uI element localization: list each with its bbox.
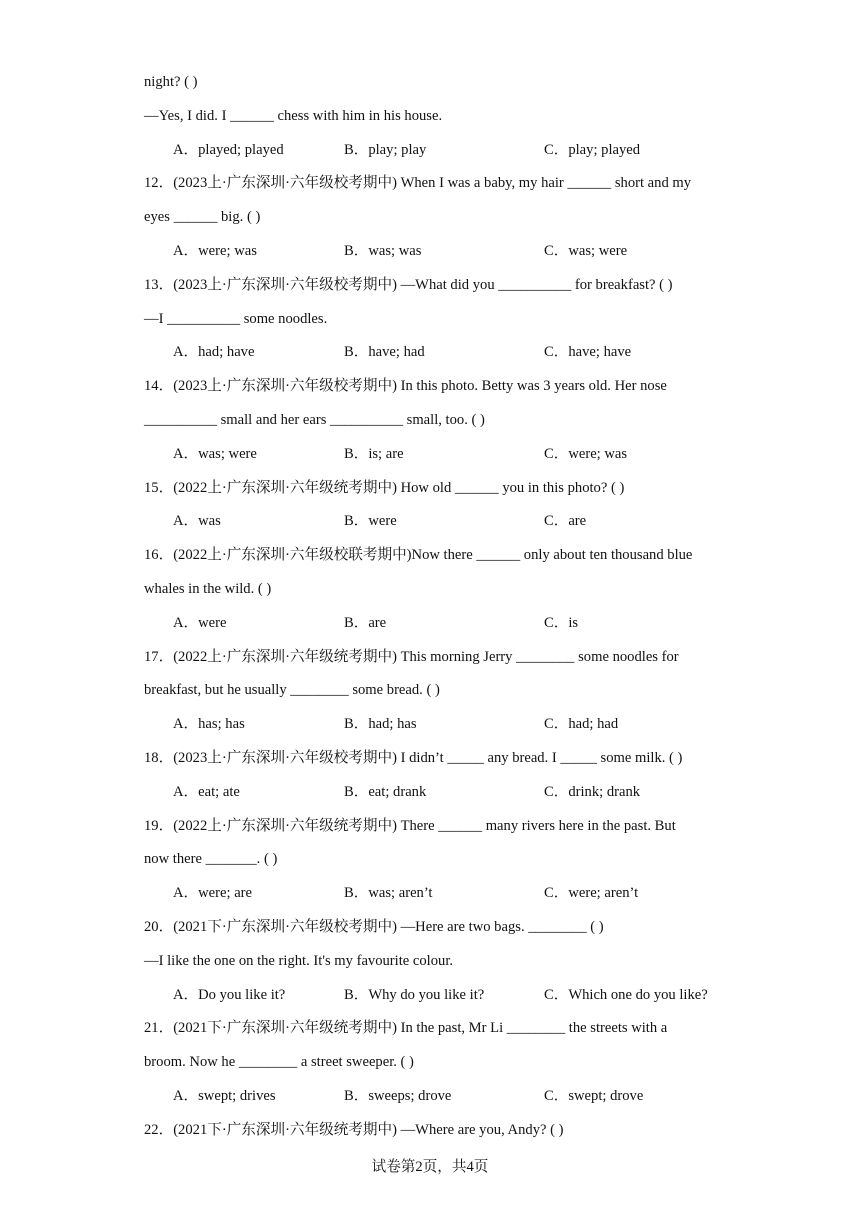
option-a: A．played; played — [173, 141, 284, 158]
page-footer: 试卷第2页，共4页 — [371, 1159, 489, 1175]
answer-options-row — [144, 438, 724, 472]
answer-options-row — [144, 336, 724, 370]
option-c: C．have; have — [544, 344, 632, 361]
question-text-line: 16．(2022上·广东深圳·六年级校联考期中)Now there ______ only about ten thousand blue — [144, 547, 693, 564]
question-text-line: 12．(2023上·广东深圳·六年级校考期中) When I was a baby, my hair ______ short and my — [144, 175, 692, 192]
question-text-line: now there _______. ( ) — [144, 851, 278, 868]
option-b: B．is; are — [344, 445, 404, 462]
option-a: A．Do you like it? — [173, 986, 286, 1003]
question-text-line: 18．(2023上·广东深圳·六年级校考期中) I didn’t _____ any bread. I _____ some milk. ( ) — [144, 749, 683, 766]
option-a: A．eat; ate — [173, 783, 240, 800]
answer-options-row — [144, 708, 724, 742]
option-a: A．has; has — [173, 716, 245, 733]
option-b: B．sweeps; drove — [344, 1087, 452, 1104]
answer-options-row — [144, 235, 724, 269]
question-text-line: whales in the wild. ( ) — [144, 580, 272, 597]
option-c: C．swept; drove — [544, 1087, 644, 1104]
answer-options-row — [144, 505, 724, 539]
question-text-line: breakfast, but he usually ________ some bread. ( ) — [144, 682, 440, 699]
question-text-line: —I __________ some noodles. — [144, 310, 328, 327]
option-b: B．have; had — [344, 344, 425, 361]
answer-options-row — [144, 134, 724, 168]
option-c: C．was; were — [544, 242, 628, 259]
option-b: B．play; play — [344, 141, 427, 158]
question-text-line: __________ small and her ears __________ small, too. ( ) — [144, 411, 485, 428]
question-text-line: 21．(2021下·广东深圳·六年级统考期中) In the past, Mr Li ________ the streets with a — [144, 1020, 668, 1037]
option-b: B．had; has — [344, 716, 417, 733]
question-text-line: —I like the one on the right. It's my favourite colour. — [144, 952, 454, 969]
option-c: C．drink; drank — [544, 783, 641, 800]
option-a: A．had; have — [173, 344, 255, 361]
option-a: A．swept; drives — [173, 1087, 276, 1104]
option-b: B．was; was — [344, 242, 422, 259]
option-c: C．were; was — [544, 445, 628, 462]
question-text-line: 20．(2021下·广东深圳·六年级校考期中) —Here are two bags. ________ ( ) — [144, 918, 604, 935]
option-b: B．was; aren’t — [344, 885, 433, 902]
option-b: B．are — [344, 614, 387, 631]
option-c: C．are — [544, 513, 587, 530]
option-c: C．were; aren’t — [544, 885, 639, 902]
exam-page-content — [144, 66, 724, 1148]
option-a: A．were; are — [173, 885, 253, 902]
question-text-line: 19．(2022上·广东深圳·六年级统考期中) There ______ many rivers here in the past. But — [144, 817, 676, 834]
answer-options-row — [144, 1080, 724, 1114]
option-a: A．were; was — [173, 242, 257, 259]
answer-options-row — [144, 979, 724, 1013]
answer-options-row — [144, 877, 724, 911]
answer-options-row — [144, 607, 724, 641]
question-text-line: 13．(2023上·广东深圳·六年级校考期中) —What did you __________ for breakfast? ( ) — [144, 276, 673, 293]
option-c: C．had; had — [544, 716, 619, 733]
option-c: C．is — [544, 614, 579, 631]
question-text-line: —Yes, I did. I ______ chess with him in his house. — [144, 107, 443, 124]
option-c: C．Which one do you like? — [544, 986, 708, 1003]
option-a: A．was; were — [173, 445, 257, 462]
answer-options-row — [144, 776, 724, 810]
option-b: B．Why do you like it? — [344, 986, 485, 1003]
question-text-line: broom. Now he ________ a street sweeper. ( ) — [144, 1054, 414, 1071]
question-text-line: 14．(2023上·广东深圳·六年级校考期中) In this photo. Betty was 3 years old. Her nose — [144, 378, 667, 395]
option-c: C．play; played — [544, 141, 641, 158]
option-b: B．were — [344, 513, 397, 530]
question-text-line: night? ( ) — [144, 74, 198, 90]
option-a: A．was — [173, 513, 221, 530]
option-a: A．were — [173, 614, 227, 631]
question-text-line: 22．(2021下·广东深圳·六年级统考期中) —Where are you, Andy? ( ) — [144, 1121, 564, 1138]
question-text-line: 17．(2022上·广东深圳·六年级统考期中) This morning Jerry ________ some noodles for — [144, 648, 679, 665]
question-text-line: eyes ______ big. ( ) — [144, 209, 261, 226]
option-b: B．eat; drank — [344, 783, 427, 800]
question-text-line: 15．(2022上·广东深圳·六年级统考期中) How old ______ you in this photo? ( ) — [144, 479, 625, 496]
